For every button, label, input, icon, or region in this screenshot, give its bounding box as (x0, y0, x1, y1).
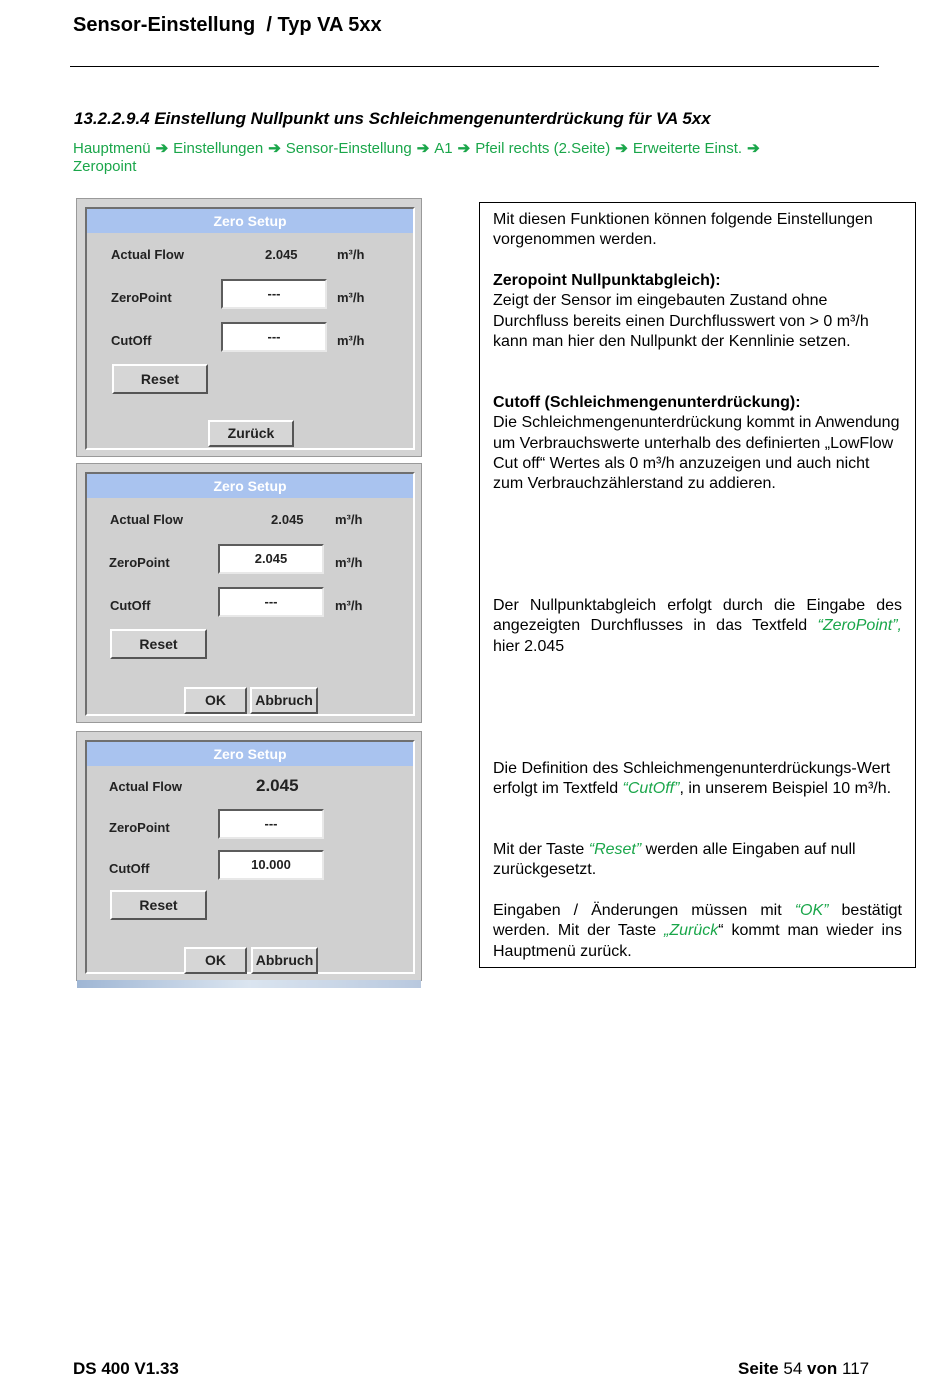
footer-page-number (738, 1359, 869, 1379)
cutoff-label: CutOff (111, 333, 152, 348)
cancel-button[interactable]: Abbruch (251, 947, 318, 974)
arrow-right-icon: ➔ (268, 140, 281, 157)
arrow-right-icon: ➔ (457, 140, 471, 157)
screen-title: Zero Setup (87, 742, 413, 766)
explanation-box (479, 202, 916, 968)
screen-title: Zero Setup (87, 474, 413, 498)
arrow-right-icon: ➔ (416, 140, 430, 157)
cutoff-definition-text: Die Definition des Schleichmengenunterdrückungs-Wert erfolgt im Textfeld (493, 760, 891, 798)
actual-flow-label: Actual Flow (111, 247, 184, 262)
reset-paragraph (493, 840, 902, 881)
actual-flow-label: Actual Flow (110, 512, 183, 527)
zeropoint-label: ZeroPoint (109, 555, 170, 570)
ok-reference: “OK” (794, 902, 829, 919)
zeropoint-input[interactable]: --- (221, 279, 327, 309)
zeropoint-paragraph (493, 271, 902, 352)
zeropoint-entry-tail: hier 2.045 (493, 637, 565, 655)
actual-flow-unit: m³/h (337, 247, 365, 262)
cutoff-label: CutOff (109, 861, 150, 876)
page-header-title: Sensor-Einstellung / Typ VA 5xx (73, 14, 382, 36)
cutoff-unit: m³/h (335, 598, 363, 613)
nav-path-item: Einstellungen (173, 140, 264, 157)
reset-text-post: werden alle Eingaben auf null zurückgesetzt. (493, 841, 856, 879)
nav-path-item: Zeropoint (73, 158, 137, 175)
ok-button[interactable]: OK (184, 687, 247, 714)
nav-path-item: A1 (434, 140, 453, 157)
zeropoint-text: Zeigt der Sensor im eingebauten Zustand ohne Durchfluss bereits einen Durchflusswert von > 0 m³/h kann man hier den Nullpunkt der Kennlinie setzen. (493, 292, 869, 350)
nav-path-item: Sensor-Einstellung (285, 140, 412, 157)
page-word: Seite (738, 1359, 779, 1378)
confirm-text-mid: bestätigt werden. Mit der Taste (493, 902, 903, 940)
zeropoint-label: ZeroPoint (111, 290, 172, 305)
cancel-button[interactable]: Abbruch (250, 687, 318, 714)
screen-frame (85, 740, 415, 974)
cutoff-field-reference: “CutOff” (622, 780, 680, 798)
cutoff-input[interactable]: 10.000 (218, 850, 324, 880)
back-button[interactable]: Zurück (208, 420, 294, 447)
navigation-path (73, 140, 833, 176)
zeropoint-input[interactable]: --- (218, 809, 324, 839)
screen-frame (85, 472, 415, 716)
zeropoint-entry-text: Der Nullpunktabgleich erfolgt durch die Eingabe des angezeigten Durchflusses in das Textfeld (493, 597, 902, 635)
back-reference: „Zurück (664, 922, 719, 940)
cutoff-label: CutOff (110, 598, 151, 613)
cutoff-input[interactable]: --- (221, 322, 327, 352)
cutoff-paragraph (493, 393, 902, 494)
nav-path-item: Pfeil rechts (2.Seite) (475, 140, 611, 157)
cutoff-text: Die Schleichmengenunterdrückung kommt in Anwendung um Verbrauchswerte unterhalb des definierten „LowFlow Cut off“ Wertes als 0 m³/h anzuzeigen und auch nicht zum Verbrauchzählerstand zu addieren. (493, 414, 900, 493)
cutoff-definition-tail: , in unserem Beispiel 10 m³/h. (679, 780, 892, 798)
screen-bottom-strip (77, 980, 421, 988)
zeropoint-label: ZeroPoint (109, 820, 170, 835)
nav-path-item: Erweiterte Einst. (632, 140, 743, 157)
zero-setup-screen-1 (76, 198, 422, 457)
intro-paragraph: Mit diesen Funktionen können folgende Einstellungen vorgenommen werden. (493, 211, 873, 249)
screen-title: Zero Setup (87, 209, 413, 233)
reset-reference: “Reset” (588, 841, 642, 858)
confirm-paragraph (493, 901, 902, 962)
section-heading: 13.2.2.9.4 Einstellung Nullpunkt uns Schleichmengenunterdrückung für VA 5xx (74, 109, 711, 128)
arrow-right-icon: ➔ (615, 140, 628, 157)
page-number: 54 (783, 1359, 803, 1378)
actual-flow-label: Actual Flow (109, 779, 182, 794)
page-total: 117 (842, 1359, 870, 1378)
footer-doc-version: DS 400 V1.33 (73, 1359, 179, 1378)
zeropoint-unit: m³/h (337, 290, 365, 305)
arrow-right-icon: ➔ (747, 140, 760, 157)
actual-flow-unit: m³/h (335, 512, 363, 527)
of-word: von (807, 1359, 838, 1378)
zeropoint-input[interactable]: 2.045 (218, 544, 324, 574)
cutoff-unit: m³/h (337, 333, 365, 348)
cutoff-heading: Cutoff (Schleichmengenunterdrückung): (493, 394, 801, 411)
reset-text-pre: Mit der Taste (493, 841, 589, 858)
confirm-text-pre: Eingaben / Änderungen müssen mit (493, 902, 795, 919)
confirm-text-post: “ kommt man wieder ins Hauptmenü zurück. (493, 922, 902, 960)
zeropoint-unit: m³/h (335, 555, 363, 570)
cutoff-input[interactable]: --- (218, 587, 324, 617)
zeropoint-heading: Zeropoint Nullpunktabgleich): (493, 272, 721, 289)
screen-frame (85, 207, 415, 450)
header-divider (70, 66, 879, 67)
actual-flow-value: 2.045 (265, 247, 298, 262)
reset-button[interactable]: Reset (110, 629, 207, 659)
zero-setup-screen-3 (76, 731, 422, 981)
actual-flow-value: 2.045 (256, 776, 299, 795)
arrow-right-icon: ➔ (155, 140, 169, 157)
nav-path-item: Hauptmenü (73, 140, 151, 157)
reset-button[interactable]: Reset (112, 364, 208, 394)
zeropoint-entry-paragraph (493, 596, 902, 657)
reset-button[interactable]: Reset (110, 890, 207, 920)
zero-setup-screen-2 (76, 463, 422, 723)
cutoff-definition-paragraph (493, 759, 902, 800)
zeropoint-field-reference: “ZeroPoint”, (817, 617, 902, 635)
ok-button[interactable]: OK (184, 947, 247, 974)
actual-flow-value: 2.045 (271, 512, 304, 527)
